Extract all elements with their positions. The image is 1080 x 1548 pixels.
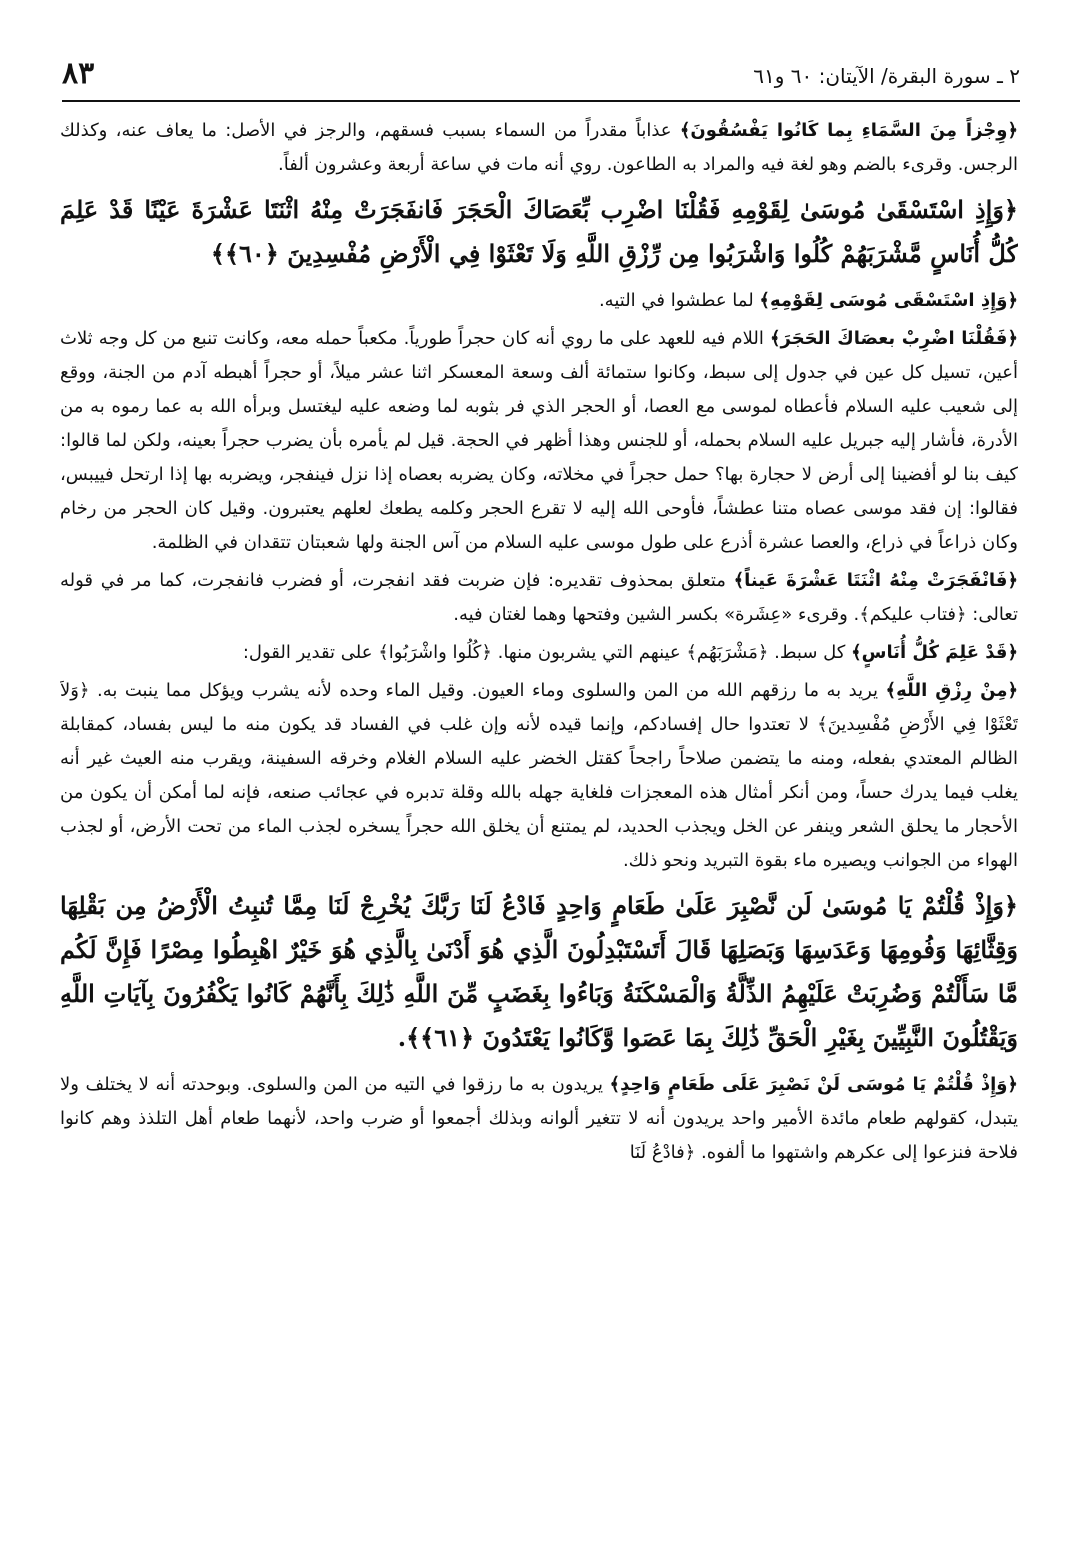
page-number: ٨٣ xyxy=(62,56,95,91)
commentary-paragraph xyxy=(60,674,1018,878)
page-header xyxy=(62,56,1020,96)
commentary-paragraph xyxy=(60,114,1018,182)
commentary-text: اللام فيه للعهد على ما روي أنه كان حجراً طورياً. مكعباً حمله معه، وكانت تنبع من كل وجه ثلاث أعين، تسيل كل عين في جدول إلى سبط، وكانوا ستمائة ألف وسعة المعسكر اثنا عشر ميلاً، أو حجراً أهبطه آدم من الجنة، ووقع إلى شعيب عليه السلام فأعطاه لموسى مع العصا، أو الحجر الذي فر بثوبه لما وضعه عليه ليغتسل وبرأه الله به عما رموه به من الأدرة، فأشار إليه جبريل عليه السلام بحمله، أو للجنس وهذا أظهر في الحجة. قيل لم يأمره بأن يضرب حجراً بعينه، ولكن لما قالوا: كيف بنا لو أفضينا إلى أرض لا حجارة بها؟ حمل حجراً في مخلاته، وكان يضربه بعصاه إذا نزل فينفجر، ويضربه بها إذا ارتحل فييبس، فقالوا: إن فقد موسى عصاه متنا عطشاً، فأوحى الله إليه لا تقرع الحجر وكلمه يطعك لعلهم يعتبرون. وقيل كان الحجر من رخام وكان ذراعاً في ذراع، والعصا عشرة أذرع على طول موسى عليه السلام من آس الجنة ولها شعبتان تتقدان في الظلمة. xyxy=(60,328,1018,553)
quoted-phrase: ﴿قَدْ عَلِمَ كُلُّ أُنَاسٍ﴾ xyxy=(851,642,1018,663)
commentary-paragraph xyxy=(60,284,1018,318)
running-head: ٢ ـ سورة البقرة/ الآيتان: ٦٠ و٦١ xyxy=(753,64,1020,88)
quoted-phrase: ﴿وَإِذِ اسْتَسْقَى مُوسَى لِقَوْمِهِ﴾ xyxy=(759,290,1018,311)
quoted-phrase: ﴿وِجْزاً مِنَ السَّمَاءِ بِما كَانُوا يَفْسُقُونَ﴾ xyxy=(679,120,1018,141)
quoted-phrase: ﴿مِنْ رِزْقِ اللَّهِ﴾ xyxy=(885,680,1018,701)
quoted-phrase: ﴿وَإِذْ قُلْتُمْ يَا مُوسَى لَنْ نَصْبِرَ عَلَى طَعَامٍ وَاحِدٍ﴾ xyxy=(609,1074,1018,1095)
quran-verse-61: ﴿وَإِذْ قُلْتُمْ يَا مُوسَىٰ لَن نَّصْبِرَ عَلَىٰ طَعَامٍ وَاحِدٍ فَادْعُ لَنَا رَبَّكَ يُخْرِجْ لَنَا مِمَّا تُنبِتُ الْأَرْضُ مِن بَقْلِهَا وَقِثَّائِهَا وَفُومِهَا وَعَدَسِهَا وَبَصَلِهَا قَالَ أَتَسْتَبْدِلُونَ الَّذِي هُوَ أَدْنَىٰ بِالَّذِي هُوَ خَيْرٌ اهْبِطُوا مِصْرًا فَإِنَّ لَكُم مَّا سَأَلْتُمْ وَضُرِبَتْ عَلَيْهِمُ الذِّلَّةُ وَالْمَسْكَنَةُ وَبَاءُوا بِغَضَبٍ مِّنَ اللَّهِ ذَٰلِكَ بِأَنَّهُمْ كَانُوا يَكْفُرُونَ بِآيَاتِ اللَّهِ وَيَقْتُلُونَ النَّبِيِّينَ بِغَيْرِ الْحَقِّ ذَٰلِكَ بِمَا عَصَوا وَّكَانُوا يَعْتَدُونَ ﴿٦١﴾﴾. xyxy=(60,891,1018,1052)
commentary-paragraph xyxy=(60,636,1018,670)
commentary-text: عذاباً مقدراً من السماء بسبب فسقهم، والرجز في الأصل: ما يعاف عنه، وكذلك الرجس. وقرىء بالضم وهو لغة فيه والمراد به الطاعون. روي أنه مات في ساعة أربعة وعشرون ألفاً. xyxy=(60,120,1018,175)
header-rule xyxy=(62,100,1020,102)
commentary-text: كل سبط. ﴿مَشْرَبَهُم﴾ عينهم التي يشربون منها. ﴿كُلُوا واشْرَبُوا﴾ على تقدير القول: xyxy=(242,642,852,663)
page-body xyxy=(60,114,1018,1530)
commentary-paragraph xyxy=(60,1068,1018,1170)
commentary-paragraph xyxy=(60,322,1018,560)
quoted-phrase: ﴿فَقُلْنَا اضْرِبْ بعصَاكَ الحَجَرَ﴾ xyxy=(769,328,1018,349)
quoted-phrase: ﴿فَانْفَجَرَتْ مِنْهُ اثْنَتَا عَشْرَةَ عَيناً﴾ xyxy=(733,570,1018,591)
commentary-text: يريدون به ما رزقوا في التيه من المن والسلوى. وبوحدته أنه لا يختلف ولا يتبدل، كقولهم طعام مائدة الأمير واحد يريدون أنه لا تتغير ألوانه وبذلك أجمعوا أو ضرب واحد، لأنهما طعام أهل التلذذ وهم كانوا فلاحة فنزعوا إلى عكرهم واشتهوا ما ألفوه. ﴿فادْعُ لَنَا xyxy=(60,1074,1018,1163)
quran-verse-60: ﴿وَإِذِ اسْتَسْقَىٰ مُوسَىٰ لِقَوْمِهِ فَقُلْنَا اضْرِب بِّعَصَاكَ الْحَجَرَ فَانفَجَرَتْ مِنْهُ اثْنَتَا عَشْرَةَ عَيْنًا قَدْ عَلِمَ كُلُّ أُنَاسٍ مَّشْرَبَهُمْ كُلُوا وَاشْرَبُوا مِن رِّزْقِ اللَّهِ وَلَا تَعْثَوْا فِي الْأَرْضِ مُفْسِدِينَ ﴿٦٠﴾﴾ xyxy=(60,195,1018,268)
commentary-paragraph xyxy=(60,564,1018,632)
commentary-text: متعلق بمحذوف تقديره: فإن ضربت فقد انفجرت، أو فضرب فانفجرت، كما مر في قوله تعالى: ﴿فتاب عليكم﴾. وقرىء «عِشَرة» بكسر الشين وفتحها وهما لغتان فيه. xyxy=(60,570,1018,625)
commentary-text: يريد به ما رزقهم الله من المن والسلوى وماء العيون. وقيل الماء وحده لأنه يشرب ويؤكل مما ينبت به. ﴿وَلاَ تَعْثَوْا فِي الأَرْضِ مُفْسِدينَ﴾ لا تعتدوا حال إفسادكم، وإنما قيده لأنه وإن غلب في الفساد قد يكون منه ما ليس بفساد، كمقابلة الظالم المعتدي بفعله، ومنه ما يتضمن صلاحاً راجحاً كقتل الخضر عليه السلام الغلام وخرقه السفينة، ويقرب منه العيث غير أنه يغلب فيما يدرك حساً، ومن أنكر أمثال هذه المعجزات فلغاية جهله بالله وقلة تدبره في عجائب صنعه، فإنه لما أمكن أن يكون من الأحجار ما يحلق الشعر وينفر عن الخل ويجذب الحديد، لم يمتنع أن يخلق الله حجراً يسخره لجذب الماء من تحت الأرض، أو لجذب الهواء من الجوانب ويصيره ماء بقوة التبريد ونحو ذلك. xyxy=(60,680,1018,871)
commentary-text: لما عطشوا في التيه. xyxy=(598,290,760,311)
